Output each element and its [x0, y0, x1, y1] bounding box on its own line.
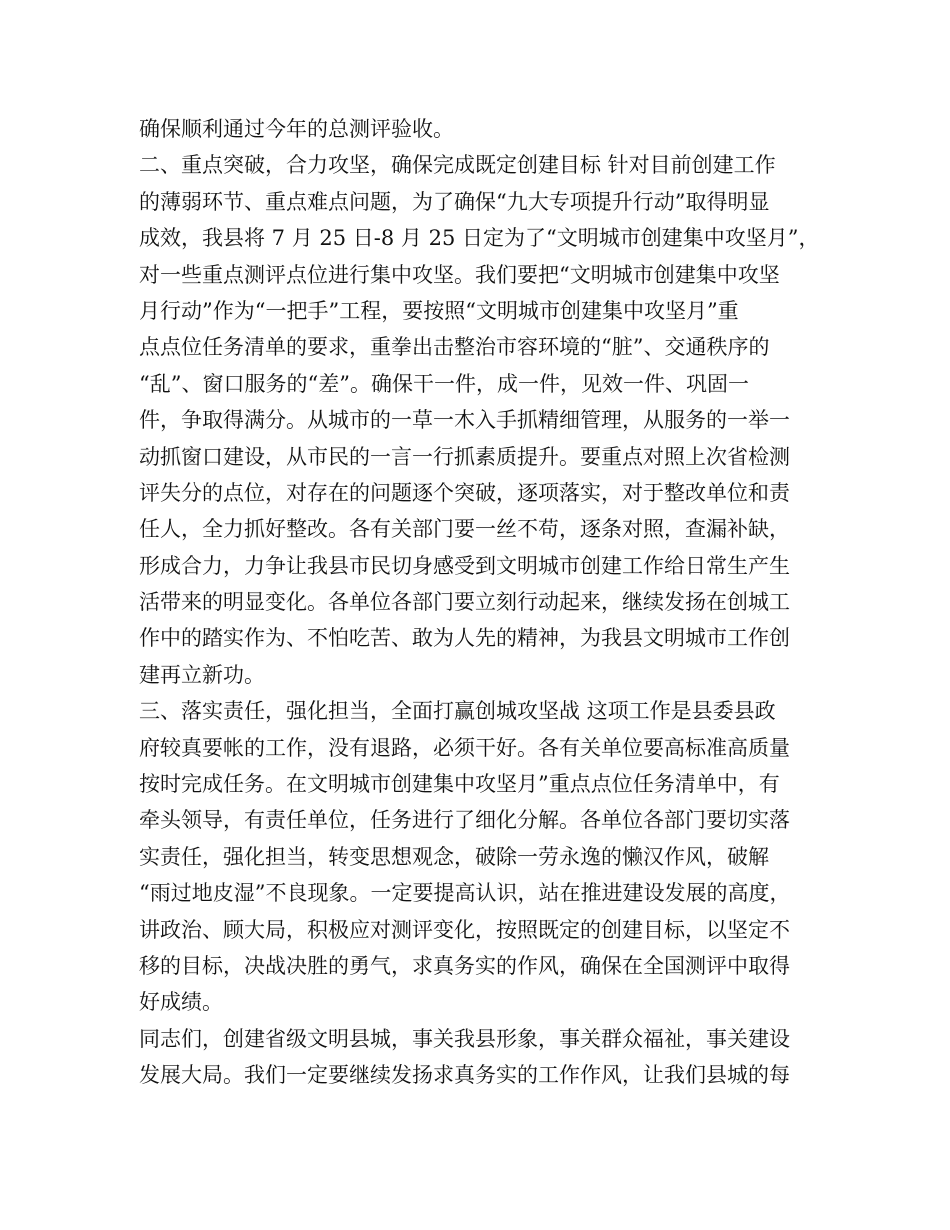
text-line: 形成合力，力争让我县市民切身感受到文明城市创建工作给日常生产生 [139, 553, 790, 578]
section-heading-line: 三、落实责任，强化担当，全面打赢创城攻坚战 这项工作是县委县政 [139, 699, 776, 724]
text-line: 同志们，创建省级文明县城，事关我县形象，事关群众福祉，事关建设 [139, 1026, 790, 1051]
text-line: 讲政治、顾大局，积极应对测评变化，按照既定的创建目标，以坚定不 [139, 917, 790, 942]
document-body [139, 111, 819, 1094]
text-line: 对一些重点测评点位进行集中攻坚。我们要把“文明城市创建集中攻坚 [139, 262, 780, 287]
text-line: 确保顺利通过今年的总测评验收。 [139, 117, 454, 141]
text-line: 活带来的明显变化。各单位各部门要立刻行动起来，继续发扬在创城工 [139, 590, 790, 615]
text-line: 的薄弱环节、重点难点问题，为了确保“九大专项提升行动”取得明显 [139, 189, 770, 214]
text-line: 动抓窗口建设，从市民的一言一行抓素质提升。要重点对照上次省检测 [139, 444, 790, 469]
text-line: 点点位任务清单的要求，重拳出击整治市容环境的“脏”、交通秩序的 [139, 335, 770, 360]
text-line: 作中的踏实作为、不怕吃苦、敢为人先的精神，为我县文明城市工作创 [139, 626, 790, 651]
text-line: 按时完成任务。在文明城市创建集中攻坚月”重点点位任务清单中，有 [139, 772, 780, 797]
text-line: 月行动”作为“一把手”工程，要按照“文明城市创建集中攻坚月”重 [139, 298, 739, 323]
text-line: 建再立新功。 [139, 662, 265, 687]
text-line: 发展大局。我们一定要继续发扬求真务实的工作作风，让我们县城的每 [139, 1063, 790, 1088]
section-heading-line: 二、重点突破，合力攻坚，确保完成既定创建目标 针对目前创建工作 [139, 153, 776, 178]
text-line: “雨过地皮湿”不良现象。一定要提高认识，站在推进建设发展的高度， [139, 881, 791, 906]
text-line: 件，争取得满分。从城市的一草一木入手抓精细管理，从服务的一举一 [139, 408, 790, 433]
text-line: 移的目标，决战决胜的勇气，求真务实的作风，确保在全国测评中取得 [139, 953, 790, 978]
text-line: 任人，全力抓好整改。各有关部门要一丝不苟，逐条对照，查漏补缺， [139, 517, 790, 542]
text-line: “乱”、窗口服务的“差”。确保干一件，成一件，见效一件、巩固一 [139, 371, 749, 396]
text-line: 实责任，强化担当，转变思想观念，破除一劳永逸的懒汉作风，破解 [139, 844, 769, 869]
text-line: 好成绩。 [139, 990, 223, 1015]
text-line: 评失分的点位，对存在的问题逐个突破，逐项落实，对于整改单位和责 [139, 480, 790, 505]
text-line: 府较真要帐的工作，没有退路，必须干好。各有关单位要高标准高质量 [139, 735, 790, 760]
text-line: 牵头领导，有责任单位，任务进行了细化分解。各单位各部门要切实落 [139, 808, 790, 833]
text-line: 成效，我县将 7 月 25 日-8 月 25 日定为了“文明城市创建集中攻坚月”， [139, 226, 820, 251]
